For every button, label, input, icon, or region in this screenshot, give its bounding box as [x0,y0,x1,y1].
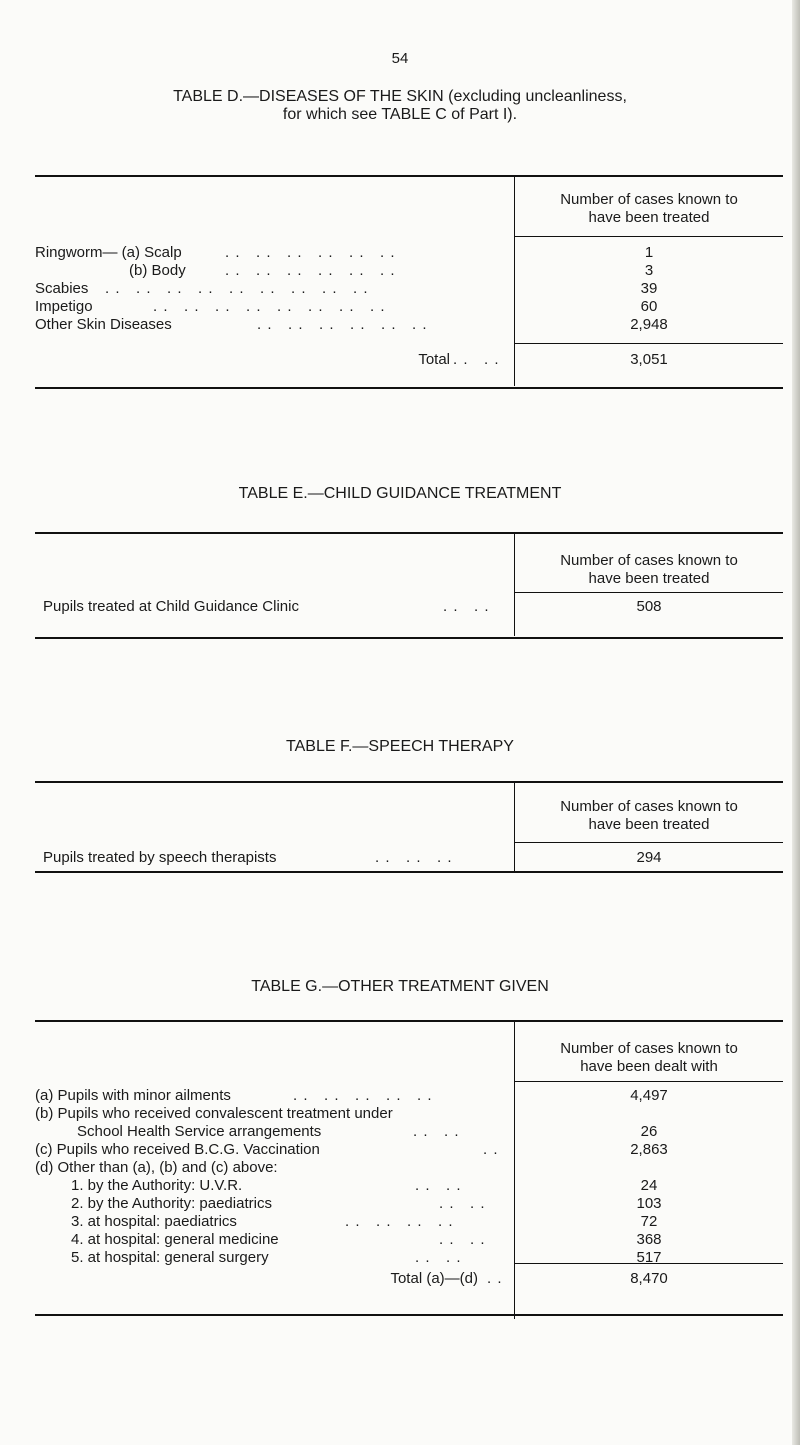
table-row [35,849,783,867]
row-label: (b) Pupils who received convalescent treatment under [35,1105,393,1122]
table-d [35,175,783,390]
leader-dots: . . . . . . . . . . . . . . . . [153,298,386,315]
row-label: Ringworm— (a) Scalp [35,244,182,261]
table-row [35,298,783,316]
row-value: 2,948 [630,316,668,333]
total-label: Total [418,351,450,368]
row-value: 508 [636,598,662,615]
row-value: 39 [640,280,658,297]
row-value: 103 [636,1195,662,1212]
row-value: 60 [640,298,658,315]
table-g-bottom-rule [35,1314,783,1316]
row-value: 294 [636,849,662,866]
leader-dots: . . . . . . [375,849,453,866]
leader-dots: . . . . . . . . . . . . . . . . . . [105,280,369,297]
leader-dots: . . . . . . . . . . . . [257,316,428,333]
table-g-total-rule [515,1263,783,1264]
row-value: 517 [636,1249,662,1266]
leader-dots: . . . . [415,1177,462,1194]
row-label: 1. by the Authority: U.V.R. [71,1177,243,1194]
table-e [35,532,783,640]
table-f-header-rule [515,842,783,843]
table-row [35,1105,783,1123]
column-header-line2: have been treated [588,209,710,226]
leader-dots: . . . . [453,351,500,368]
table-d-top-rule [35,175,783,177]
leader-dots: . . . . [413,1123,460,1140]
leader-dots: . . . . [415,1249,462,1266]
column-header-line2: have been treated [588,816,710,833]
table-row [35,1195,783,1213]
total-label: Total (a)—(d) [390,1270,478,1287]
table-e-title: TABLE E.—CHILD GUIDANCE TREATMENT [238,485,562,502]
leader-dots: . . . . . . . . [345,1213,454,1230]
table-g-total [35,1263,783,1323]
column-header-line2: have been dealt with [580,1058,718,1075]
page-edge [792,0,800,1445]
row-label: 5. at hospital: general surgery [71,1249,269,1266]
table-d-title-line2: for which see TABLE C of Part I). [282,106,518,123]
table-d-bottom-rule [35,387,783,389]
leader-dots: . . [487,1270,503,1287]
table-g-top-rule [35,1020,783,1022]
row-label: Pupils treated at Child Guidance Clinic [43,598,299,615]
column-header-line2: have been treated [588,570,710,587]
leader-dots: . . . . . . . . . . . . [225,244,396,261]
table-d-header-rule [515,236,783,237]
leader-dots: . . . . . . . . . . . . [225,262,396,279]
total-value: 8,470 [630,1270,668,1287]
row-label: Pupils treated by speech therapists [43,849,277,866]
table-row [35,1123,783,1141]
table-g-header-rule [515,1081,783,1082]
row-value: 26 [640,1123,658,1140]
table-d-title [0,88,800,124]
row-value: 2,863 [630,1141,668,1158]
table-d-total-rule [515,343,783,344]
total-row [35,351,783,369]
row-label: Other Skin Diseases [35,316,172,333]
table-row [35,598,783,616]
table-f-bottom-rule [35,871,783,873]
row-value: 3 [644,262,654,279]
row-label: (c) Pupils who received B.C.G. Vaccination [35,1141,320,1158]
row-label: (a) Pupils with minor ailments [35,1087,231,1104]
total-value: 3,051 [630,351,668,368]
column-header-line1: Number of cases known to [560,1040,738,1057]
row-label: 4. at hospital: general medicine [71,1231,279,1248]
table-row [35,1213,783,1231]
table-d-column-header [515,191,783,227]
leader-dots: . . . . [439,1195,486,1212]
table-e-top-rule [35,532,783,534]
table-row [35,1231,783,1249]
column-header-line1: Number of cases known to [560,552,738,569]
row-value: 1 [644,244,654,261]
row-label: School Health Service arrangements [77,1123,322,1140]
table-row [35,262,783,280]
table-f-title: TABLE F.—SPEECH THERAPY [286,738,514,755]
row-value: 4,497 [630,1087,668,1104]
leader-dots: . . . . [439,1231,486,1248]
table-row [35,1159,783,1177]
row-label: (d) Other than (a), (b) and (c) above: [35,1159,278,1176]
row-label: Scabies [35,280,89,297]
table-d-title-line1: TABLE D.—DISEASES OF THE SKIN (excluding uncleanliness, [173,88,627,105]
table-row [35,280,783,298]
table-f-column-header [515,798,783,834]
leader-dots: . . . . [443,598,490,615]
table-row [35,244,783,262]
leader-dots: . . [483,1141,499,1158]
page-number: 54 [391,50,409,67]
table-row [35,1141,783,1159]
table-row [35,1177,783,1195]
row-value: 368 [636,1231,662,1248]
row-label: Impetigo [35,298,93,315]
table-g-column-header [515,1040,783,1076]
table-e-header-rule [515,592,783,593]
column-header-line1: Number of cases known to [560,798,738,815]
leader-dots: . . . . . . . . . . [293,1087,433,1104]
table-row [35,1087,783,1105]
table-row [35,316,783,334]
table-e-column-header [515,552,783,588]
column-header-line1: Number of cases known to [560,191,738,208]
row-value: 72 [640,1213,658,1230]
row-label: 2. by the Authority: paediatrics [71,1195,272,1212]
row-label: (b) Body [129,262,186,279]
table-e-bottom-rule [35,637,783,639]
row-value: 24 [640,1177,658,1194]
table-f [35,781,783,876]
table-g [35,1020,783,1284]
total-row [35,1270,783,1288]
row-label: 3. at hospital: paediatrics [71,1213,237,1230]
table-g-title: TABLE G.—OTHER TREATMENT GIVEN [251,978,549,995]
table-f-top-rule [35,781,783,783]
